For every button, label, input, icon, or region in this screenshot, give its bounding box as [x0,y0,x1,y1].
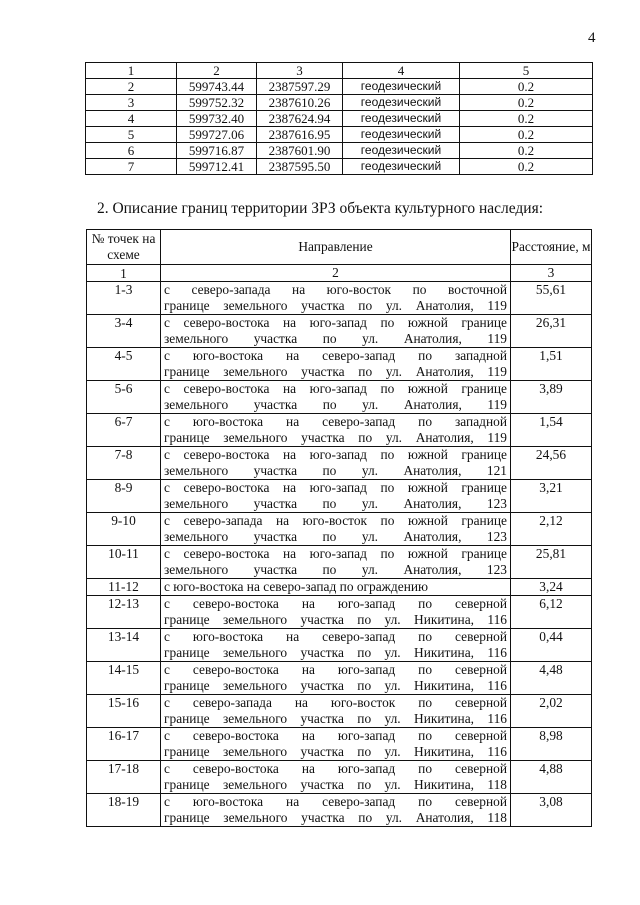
coordinates-table [85,62,593,175]
points-cell: 17-18 [87,761,161,794]
table-cell: 2387624.94 [257,111,343,127]
table-cell: 2 [86,79,177,95]
direction-line: с юго-востока на северо-запад по северной [164,629,507,644]
direction-cell [161,282,511,315]
table-row [87,629,592,662]
direction-line: границе земельного участка по ул. Никитина, 118 [164,777,507,792]
table-cell: 599716.87 [177,143,257,159]
points-cell: 6-7 [87,414,161,447]
direction-line: границе земельного участка по ул. Анатолия, 119 [164,364,507,379]
direction-line: земельного участка по ул. Анатолия, 123 [164,562,507,577]
direction-line: земельного участка по ул. Анатолия, 123 [164,496,507,511]
column-number: 1 [87,265,161,282]
table-cell: 3 [86,95,177,111]
table-header-row [87,230,592,265]
table-row [87,728,592,761]
direction-line: с северо-востока на юго-запад по северной [164,596,507,611]
table-cell: 3 [257,63,343,79]
table-row [87,447,592,480]
table-cell: 4 [86,111,177,127]
direction-line: с юго-востока на северо-запад по ограждению [164,579,429,594]
direction-cell [161,596,511,629]
direction-line: с северо-запада на юго-восток по восточной [164,282,507,297]
direction-line: границе земельного участка по ул. Никитина, 116 [164,645,507,660]
table-cell: 2387616.95 [257,127,343,143]
header-points: № точек на схеме [87,230,161,265]
distance-cell: 4,88 [511,761,592,794]
direction-line: земельного участка по ул. Анатолия, 119 [164,397,507,412]
direction-line: с северо-востока на юго-запад по южной границе [164,480,507,495]
direction-line: границе земельного участка по ул. Анатолия, 119 [164,430,507,445]
table-row [87,794,592,827]
table-cell: геодезический [343,95,460,111]
points-cell: 13-14 [87,629,161,662]
distance-cell: 2,12 [511,513,592,546]
direction-cell [161,695,511,728]
direction-line: границе земельного участка по ул. Никитина, 116 [164,612,507,627]
section-heading: 2. Описание границ территории ЗРЗ объекта культурного наследия: [96,200,544,217]
header-distance: Расстояние, м [511,230,592,265]
direction-line: с северо-востока на юго-запад по северной [164,728,507,743]
table-cell: геодезический [343,127,460,143]
direction-line: земельного участка по ул. Анатолия, 119 [164,331,507,346]
distance-cell: 3,21 [511,480,592,513]
direction-line: с северо-востока на юго-запад по северной [164,761,507,776]
table-row [87,513,592,546]
distance-cell: 0,44 [511,629,592,662]
points-cell: 12-13 [87,596,161,629]
distance-cell: 3,89 [511,381,592,414]
table-cell: геодезический [343,143,460,159]
table-number-row [87,265,592,282]
direction-line: границе земельного участка по ул. Никитина, 116 [164,678,507,693]
distance-cell: 55,61 [511,282,592,315]
direction-cell [161,381,511,414]
table-row [86,159,593,175]
direction-line: с северо-востока на юго-запад по южной границе [164,447,507,462]
direction-line: с северо-запада на юго-восток по южной границе [164,513,507,528]
points-cell: 15-16 [87,695,161,728]
points-cell: 7-8 [87,447,161,480]
distance-cell: 25,81 [511,546,592,579]
direction-cell [161,546,511,579]
table-cell: 0.2 [460,159,593,175]
table-cell: 2387601.90 [257,143,343,159]
direction-line: земельного участка по ул. Анатолия, 121 [164,463,507,478]
page-number: 4 [588,30,596,46]
column-number: 3 [511,265,592,282]
table-row [87,579,592,596]
distance-cell: 26,31 [511,315,592,348]
direction-cell [161,348,511,381]
distance-cell: 3,08 [511,794,592,827]
distance-cell: 3,24 [511,579,592,596]
direction-line: с северо-запада на юго-восток по северной [164,695,507,710]
direction-cell [161,315,511,348]
table-cell: 599727.06 [177,127,257,143]
table-cell: 4 [343,63,460,79]
table-cell: 5 [460,63,593,79]
table-header-row [86,63,593,79]
direction-line: с юго-востока на северо-запад по западной [164,348,507,363]
direction-cell [161,728,511,761]
table-cell: 6 [86,143,177,159]
distance-cell: 6,12 [511,596,592,629]
table-cell: 1 [86,63,177,79]
direction-line: границе земельного участка по ул. Никитина, 116 [164,744,507,759]
direction-cell [161,513,511,546]
table-cell: 599732.40 [177,111,257,127]
direction-line: границе земельного участка по ул. Анатолия, 118 [164,810,507,825]
direction-cell [161,447,511,480]
table-cell: 2387597.29 [257,79,343,95]
table-row [87,414,592,447]
distance-cell: 1,51 [511,348,592,381]
points-cell: 10-11 [87,546,161,579]
direction-line: с северо-востока на юго-запад по южной границе [164,315,507,330]
table-row [87,761,592,794]
points-cell: 9-10 [87,513,161,546]
header-direction: Направление [161,230,511,265]
distance-cell: 2,02 [511,695,592,728]
direction-line: с северо-востока на юго-запад по северной [164,662,507,677]
distance-cell: 1,54 [511,414,592,447]
boundary-description-table [86,229,592,827]
table-cell: 0.2 [460,127,593,143]
table-row [87,381,592,414]
table-cell: геодезический [343,79,460,95]
table-cell: 599712.41 [177,159,257,175]
direction-line: с северо-востока на юго-запад по южной границе [164,546,507,561]
table-cell: 0.2 [460,111,593,127]
direction-line: границе земельного участка по ул. Анатолия, 119 [164,298,507,313]
table-cell: 5 [86,127,177,143]
direction-line: границе земельного участка по ул. Никитина, 116 [164,711,507,726]
direction-cell [161,414,511,447]
table-cell: 0.2 [460,79,593,95]
points-cell: 1-3 [87,282,161,315]
table-row [87,480,592,513]
direction-line: земельного участка по ул. Анатолия, 123 [164,529,507,544]
points-cell: 11-12 [87,579,161,596]
points-cell: 8-9 [87,480,161,513]
table-cell: 0.2 [460,143,593,159]
distance-cell: 24,56 [511,447,592,480]
table-cell: геодезический [343,159,460,175]
table-row [87,695,592,728]
table-cell: 7 [86,159,177,175]
table-cell: 599752.32 [177,95,257,111]
table-cell: 2387595.50 [257,159,343,175]
table-row [87,348,592,381]
direction-cell [161,629,511,662]
table-row [86,79,593,95]
points-cell: 14-15 [87,662,161,695]
table-cell: 2 [177,63,257,79]
table-row [87,662,592,695]
points-cell: 3-4 [87,315,161,348]
table-row [86,95,593,111]
table-row [86,143,593,159]
direction-cell [161,794,511,827]
direction-line: с юго-востока на северо-запад по западной [164,414,507,429]
distance-cell: 4,48 [511,662,592,695]
points-cell: 16-17 [87,728,161,761]
direction-cell [161,579,511,596]
table-cell: геодезический [343,111,460,127]
table-row [86,111,593,127]
direction-line: с юго-востока на северо-запад по северной [164,794,507,809]
points-cell: 4-5 [87,348,161,381]
table-row [87,282,592,315]
table-row [87,546,592,579]
points-cell: 5-6 [87,381,161,414]
direction-cell [161,662,511,695]
direction-line: с северо-востока на юго-запад по южной границе [164,381,507,396]
table-row [86,127,593,143]
points-cell: 18-19 [87,794,161,827]
table-cell: 2387610.26 [257,95,343,111]
table-cell: 0.2 [460,95,593,111]
table-cell: 599743.44 [177,79,257,95]
table-row [87,315,592,348]
column-number: 2 [161,265,511,282]
direction-cell [161,480,511,513]
distance-cell: 8,98 [511,728,592,761]
direction-cell [161,761,511,794]
table-row [87,596,592,629]
